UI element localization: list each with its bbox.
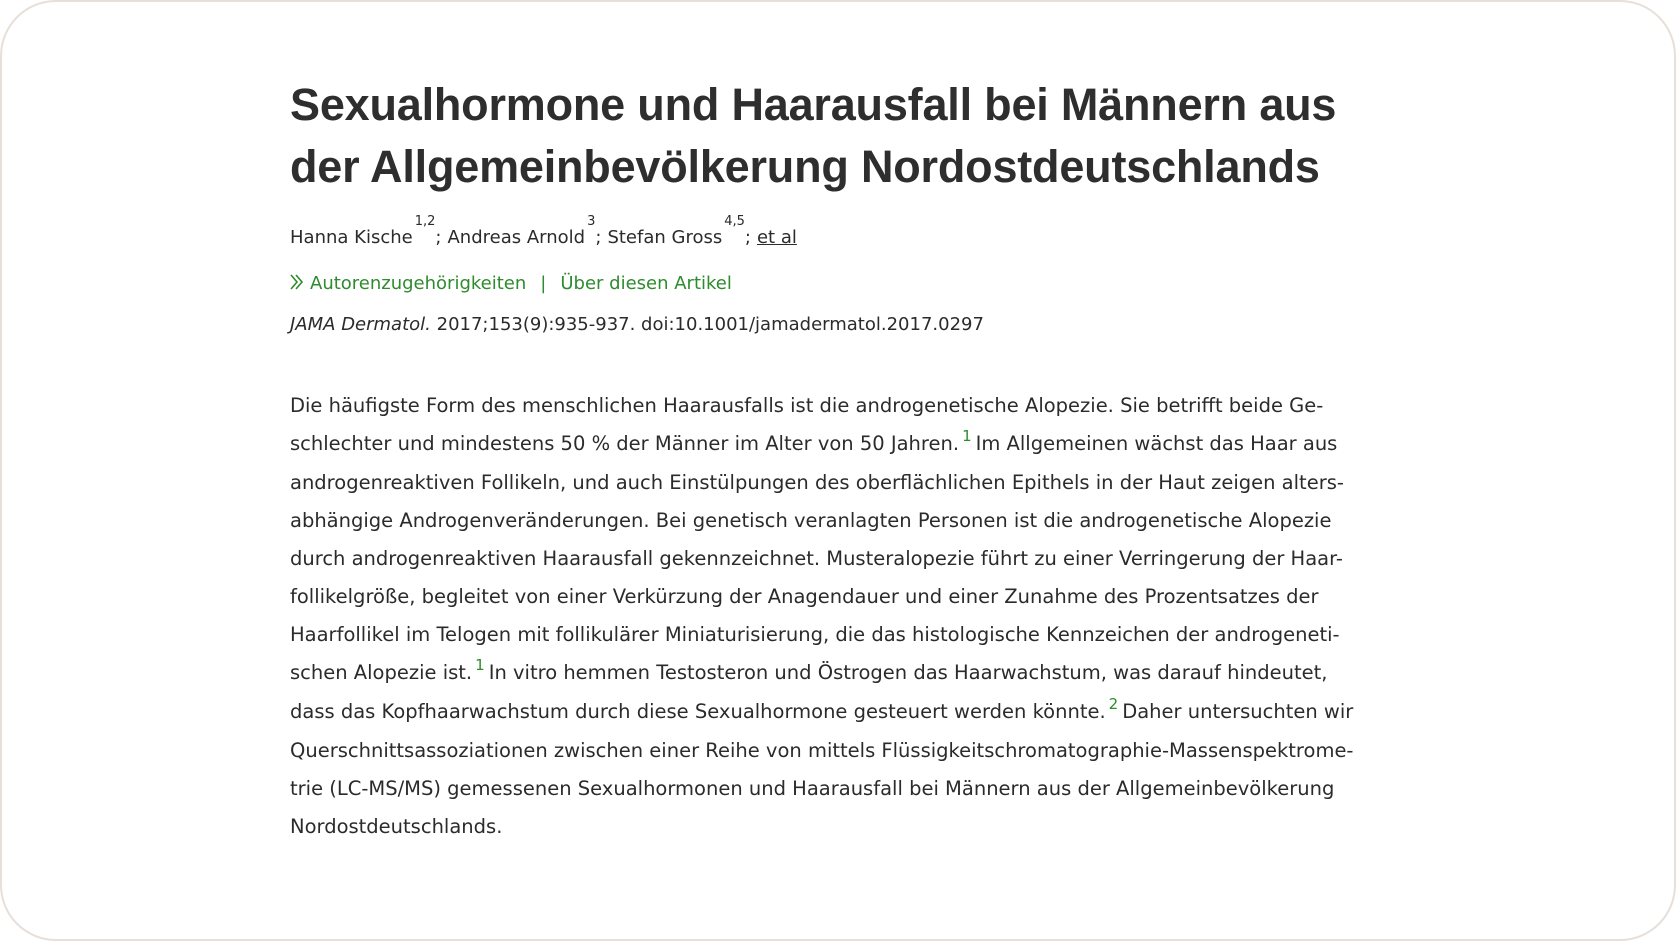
text-line: androgenreaktiven Follikeln, und auch Einstülpungen des oberflächlichen Epithels in der Haut zeigen alters- [290, 471, 1344, 494]
text-line: abhängige Androgenveränderungen. Bei genetisch veranlagten Personen ist die androgenetische Alopezie [290, 509, 1332, 532]
et-al-link[interactable]: et al [756, 227, 797, 248]
text-segment: dass das Kopfhaarwachstum durch diese Sexualhormone gesteuert werden könnte. [290, 700, 1106, 723]
title-line-1: Sexualhormone und Haarausfall bei Männern aus [290, 79, 1337, 130]
text-line: Haarfollikel im Telogen mit follikulärer Miniaturisierung, die das histologische Kennzeichen der androgeneti- [290, 623, 1340, 646]
text-line: Nordostdeutschlands. [290, 815, 503, 838]
text-segment: Im Allgemeinen wächst das Haar aus [975, 432, 1338, 455]
author-affiliations-label: Autorenzugehörigkeiten [310, 273, 527, 294]
author-separator: ; [595, 227, 602, 248]
author-separator: ; [435, 227, 442, 248]
about-article-link[interactable]: Über diesen Artikel [560, 273, 732, 294]
article-title [290, 74, 1402, 198]
citation-details: 2017;153(9):935-937. doi:10.1001/jamadermatol.2017.0297 [430, 314, 984, 335]
text-line [290, 654, 1402, 693]
journal-name: JAMA Dermatol. [290, 314, 431, 335]
text-line: follikelgröße, begleitet von einer Verkürzung der Anagendauer und einer Zunahme des Prozentsatzes der [290, 585, 1319, 608]
article-links [290, 272, 1402, 297]
author-affiliations-link[interactable] [290, 273, 526, 294]
link-divider: | [540, 273, 547, 294]
text-line: durch androgenreaktiven Haarausfall gekennzeichnet. Musteralopezie führt zu einer Verringerung der Haar- [290, 547, 1343, 570]
author-separator: ; [744, 227, 751, 248]
title-line-2: der Allgemeinbevölkerung Nordostdeutschlands [290, 141, 1320, 192]
text-line: trie (LC-MS/MS) gemessenen Sexualhormonen und Haarausfall bei Männern aus der Allgemeinbevölkerung [290, 777, 1335, 800]
article [290, 74, 1402, 846]
text-segment: schen Alopezie ist. [290, 661, 473, 684]
author-affiliation[interactable]: 3 [587, 214, 596, 229]
text-line: Die häufigste Form des menschlichen Haarausfalls ist die androgenetische Alopezie. Sie betrifft beide Ge- [290, 394, 1324, 417]
text-segment: In vitro hemmen Testosteron und Östrogen das Haarwachstum, was darauf hindeutet, [488, 661, 1328, 684]
text-line [290, 425, 1402, 464]
text-line [290, 693, 1402, 732]
text-line: Querschnittsassoziationen zwischen einer Reihe von mittels Flüssigkeitschromatographie-Massenspektrome- [290, 739, 1354, 762]
abstract-text [290, 387, 1402, 846]
author-affiliation[interactable]: 1,2 [414, 214, 436, 229]
author-list [290, 214, 1402, 252]
author-name[interactable]: Hanna Kische [290, 227, 413, 248]
citation [290, 313, 1402, 337]
author-affiliation[interactable]: 4,5 [724, 214, 745, 229]
author-name[interactable]: Stefan Gross [607, 227, 723, 248]
reference-link[interactable]: 1 [962, 427, 972, 445]
reference-link[interactable]: 2 [1108, 695, 1119, 713]
text-segment: Daher untersuchten wir [1122, 700, 1354, 723]
double-chevron-right-icon [290, 273, 306, 297]
text-segment: schlechter und mindestens 50 % der Männer im Alter von 50 Jahren. [290, 432, 960, 455]
author-name[interactable]: Andreas Arnold [447, 227, 586, 248]
reference-link[interactable]: 1 [475, 656, 485, 674]
